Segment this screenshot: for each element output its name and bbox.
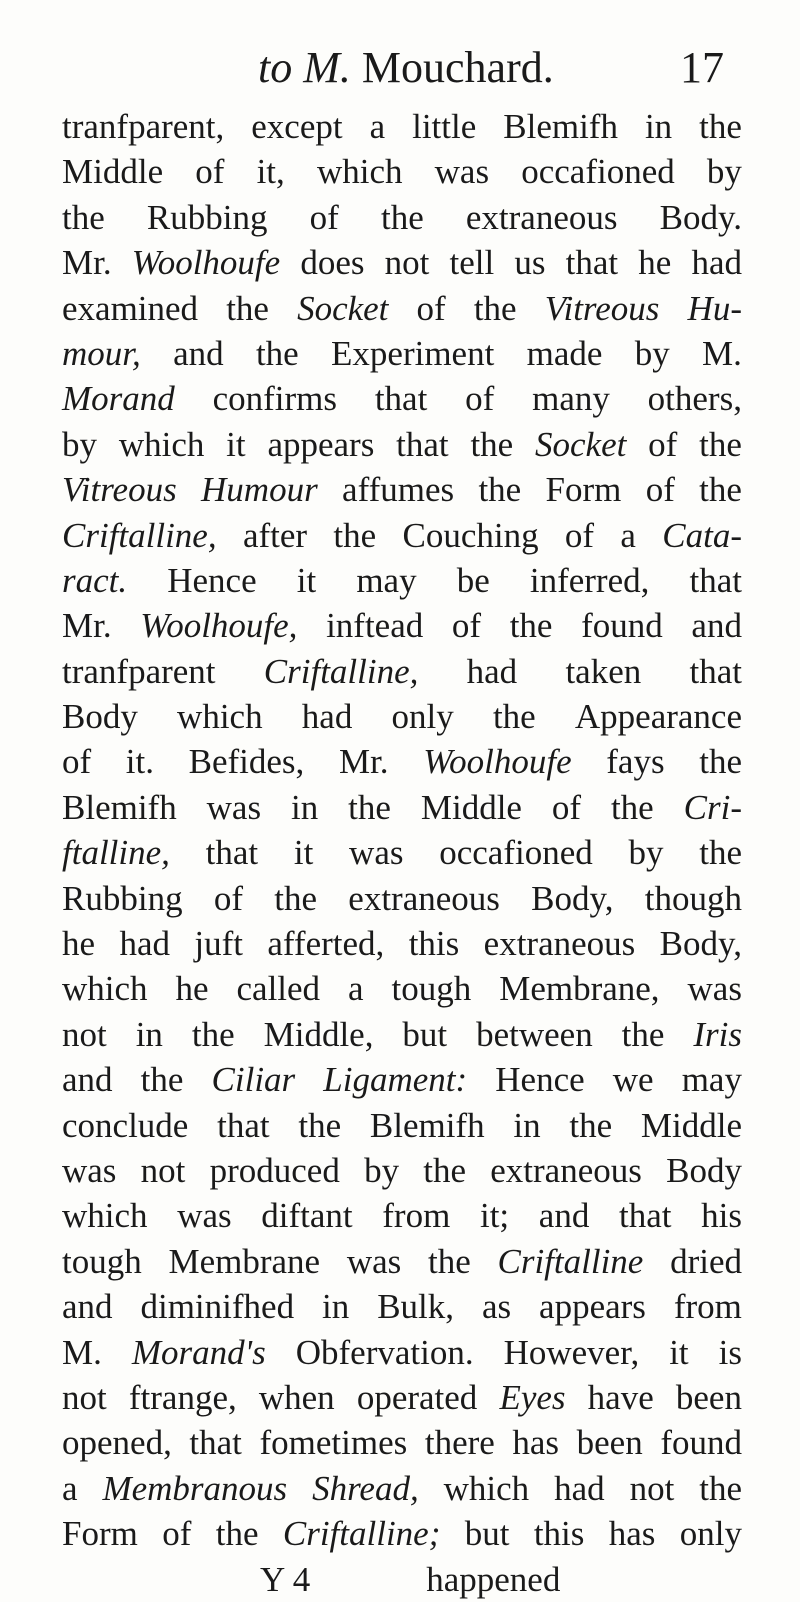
word: tell [449, 243, 495, 283]
word: from [673, 1287, 742, 1327]
word: inferred, [529, 560, 650, 600]
word: the [255, 333, 299, 373]
word: a [348, 969, 364, 1009]
word: was [434, 152, 490, 192]
word: of [551, 787, 582, 827]
word: Couching [402, 515, 539, 555]
running-header [0, 38, 800, 98]
italic-word: Hu- [687, 288, 742, 328]
word: was [687, 969, 742, 1009]
italic-word: Vitreous [62, 470, 177, 510]
word: tranfparent [62, 651, 216, 691]
word: from [382, 1196, 451, 1236]
text-line [62, 331, 742, 376]
word: opened, [62, 1423, 172, 1463]
word: as [481, 1287, 512, 1327]
text-line [62, 649, 742, 694]
word: extraneous [490, 1150, 642, 1190]
word: was [349, 833, 404, 873]
word: confirms [212, 379, 338, 419]
word: extraneous [465, 197, 618, 237]
word: the [569, 1105, 613, 1145]
word: of [416, 288, 446, 328]
word: we [612, 1060, 654, 1100]
text-line [62, 921, 742, 966]
word: been [675, 1377, 742, 1417]
word: it [226, 424, 246, 464]
word: of [309, 197, 339, 237]
word: Blemifh [503, 107, 618, 146]
word: the [699, 833, 742, 873]
text-line [62, 1330, 742, 1375]
text-line [62, 1375, 742, 1420]
word: it [669, 1332, 689, 1372]
running-title-m: M. [303, 43, 351, 92]
word: his [701, 1196, 742, 1236]
italic-word: Eyes [499, 1377, 566, 1417]
text-line [62, 1511, 742, 1556]
text-line [62, 1103, 742, 1148]
word: when [258, 1377, 335, 1417]
word: only [391, 697, 454, 737]
word: Rubbing [62, 878, 183, 918]
running-title-name: Mouchard. [361, 43, 554, 92]
text-line [62, 739, 742, 784]
word: M. [62, 1332, 102, 1372]
word: Membrane, [499, 969, 660, 1009]
italic-word: Shread, [312, 1468, 419, 1508]
word: of [195, 152, 225, 192]
word: that [189, 1423, 242, 1463]
word: only [679, 1514, 742, 1554]
word: the [699, 424, 742, 464]
word: the [298, 1105, 342, 1145]
word: not [384, 243, 430, 283]
word: of [62, 742, 92, 782]
text-line [62, 966, 742, 1011]
italic-word: ract. [62, 560, 128, 600]
text-line [62, 830, 742, 875]
word: not [62, 1377, 107, 1417]
text-line [62, 876, 742, 921]
word: us [514, 243, 546, 283]
text-line [62, 1193, 742, 1238]
word: afferted, [267, 924, 385, 964]
word: ftrange, [128, 1377, 237, 1417]
word: it [296, 560, 317, 600]
word: of [645, 470, 675, 510]
word: in [291, 787, 319, 827]
word: it; [479, 1196, 510, 1236]
word: but [464, 1514, 510, 1554]
word: tough [391, 969, 472, 1009]
word: inftead [326, 606, 424, 646]
word: was [62, 1150, 117, 1190]
word: he [638, 243, 672, 283]
word: by [628, 833, 664, 873]
word: not [62, 1014, 107, 1054]
word: of [564, 515, 595, 555]
word: the [191, 1014, 235, 1054]
word: Bulk, [377, 1287, 455, 1327]
word: the [423, 1150, 467, 1190]
catchword: happened [426, 1559, 561, 1599]
italic-word: Woolhoufe, [140, 606, 298, 646]
italic-word: Criftalline; [282, 1514, 441, 1554]
word: the [621, 1014, 665, 1054]
word: the [699, 742, 742, 782]
word: the [427, 1241, 471, 1281]
word: the [492, 697, 536, 737]
word: Middle, [263, 1014, 374, 1054]
word: Hence [495, 1060, 585, 1100]
italic-word: Criftalline, [263, 651, 419, 691]
footer-line [62, 1557, 742, 1602]
italic-word: Vitreous [544, 288, 660, 328]
word: that [689, 651, 742, 691]
word: produced [209, 1150, 340, 1190]
word: the [215, 1514, 259, 1554]
word: the [470, 424, 514, 464]
word: Middle [420, 787, 522, 827]
text-line [62, 1466, 742, 1511]
text-line [62, 1284, 742, 1329]
word: the [226, 288, 269, 328]
word: operated [356, 1377, 478, 1417]
word: that [217, 1105, 270, 1145]
word: diminifhed [140, 1287, 295, 1327]
word: fays [606, 742, 665, 782]
italic-word: Morand [62, 379, 175, 419]
word: does [300, 243, 365, 283]
word: had [119, 924, 170, 964]
word: has [512, 1423, 560, 1463]
italic-word: Cata- [662, 515, 742, 555]
word: juft [194, 924, 243, 964]
word: had [691, 243, 742, 283]
word: Obfervation. [295, 1332, 474, 1372]
word: in [322, 1287, 350, 1327]
text-line [62, 785, 742, 830]
body-text [62, 104, 742, 1602]
word: the [140, 1060, 184, 1100]
word: the [473, 288, 517, 328]
word: had [554, 1468, 605, 1508]
word: Body [666, 1150, 742, 1190]
signature-mark: Y 4 [260, 1559, 311, 1599]
word: Body, [531, 878, 614, 918]
word: of [451, 606, 482, 646]
word: Body, [659, 924, 742, 964]
word: many [532, 379, 610, 419]
text-line [62, 422, 742, 467]
word: he [175, 969, 209, 1009]
word: after [242, 515, 308, 555]
word: the [699, 470, 742, 510]
word: may [681, 1060, 742, 1100]
text-line [62, 1148, 742, 1193]
word: that [205, 833, 259, 873]
word: appears [539, 1287, 646, 1327]
word: which [62, 969, 148, 1009]
word: found [660, 1423, 742, 1463]
word: tough [62, 1241, 142, 1281]
word: and [62, 1287, 113, 1327]
word: a [369, 107, 386, 146]
word: diftant [261, 1196, 353, 1236]
word: and [62, 1060, 113, 1100]
word: which [443, 1468, 530, 1508]
word: in [644, 107, 673, 146]
word: Mr. [338, 742, 389, 782]
italic-word: Criftalline, [62, 515, 217, 555]
word: conclude [62, 1105, 189, 1145]
word: may [356, 560, 417, 600]
word: this [408, 924, 460, 964]
word: the [348, 787, 391, 827]
italic-word: Socket [535, 424, 627, 464]
italic-word: mour, [62, 333, 141, 373]
word: However, [503, 1332, 640, 1372]
text-line [62, 1420, 742, 1465]
word: of [648, 424, 678, 464]
italic-word: Humour [201, 470, 318, 510]
word: of [465, 379, 495, 419]
word: Experiment [331, 333, 495, 373]
word: by [634, 333, 670, 373]
text-line [62, 286, 742, 331]
word: by [364, 1150, 400, 1190]
word: a [620, 515, 636, 555]
word: of [162, 1514, 192, 1554]
word: the [509, 606, 553, 646]
italic-word: Ciliar [211, 1060, 296, 1100]
word: examined [62, 288, 199, 328]
word: a [62, 1468, 78, 1508]
italic-word: Membranous [102, 1468, 288, 1508]
word: was [206, 787, 262, 827]
word: it, [256, 152, 285, 192]
word: Hence [167, 560, 257, 600]
text-line [62, 1012, 742, 1057]
word: taken [565, 651, 642, 691]
word: but [402, 1014, 448, 1054]
word: not [140, 1150, 186, 1190]
word: has [608, 1514, 656, 1554]
word: that [689, 560, 742, 600]
word: the [62, 197, 105, 237]
italic-word: Iris [693, 1014, 742, 1054]
word: by [706, 152, 742, 192]
word: occafioned [521, 152, 675, 192]
text-line [62, 603, 742, 648]
word: that [374, 379, 428, 419]
word: Rubbing [146, 197, 268, 237]
word: extraneous [348, 878, 500, 918]
word: affumes [342, 470, 455, 510]
italic-word: Cri- [683, 787, 742, 827]
word: Befides, [188, 742, 305, 782]
word: occafioned [439, 833, 593, 873]
italic-word: Morand's [131, 1332, 266, 1372]
italic-word: Socket [297, 288, 389, 328]
word: made [526, 333, 603, 373]
word: except [251, 107, 343, 146]
word: which [118, 424, 205, 464]
word: of [213, 878, 243, 918]
word: Mr. [62, 606, 112, 646]
text-line [62, 376, 742, 421]
word: not [629, 1468, 675, 1508]
text-line [62, 149, 742, 194]
word: extraneous [483, 924, 636, 964]
word: Appearance [574, 697, 742, 737]
italic-word: Ligament: [323, 1060, 468, 1100]
word: Blemifh [62, 787, 177, 827]
word: Membrane [168, 1241, 321, 1281]
text-line [62, 558, 742, 603]
running-title-to: to [258, 43, 293, 92]
word: by [62, 424, 97, 464]
word: in [135, 1014, 163, 1054]
word: little [412, 107, 477, 146]
word: the [610, 787, 654, 827]
word: which [316, 152, 403, 192]
word: Form [545, 470, 622, 510]
word: and [691, 606, 742, 646]
word: the [699, 107, 742, 146]
word: there [424, 1423, 495, 1463]
word: Body [62, 697, 138, 737]
word: between [476, 1014, 593, 1054]
running-title [258, 38, 554, 98]
text-line [62, 694, 742, 739]
word: that [565, 243, 619, 283]
word: M. [702, 333, 742, 373]
word: Form [62, 1514, 138, 1554]
word: called [236, 969, 321, 1009]
italic-word: Woolhoufe [131, 243, 281, 283]
word: Middle [640, 1105, 742, 1145]
word: found [581, 606, 663, 646]
text-line [62, 195, 742, 240]
word: had [466, 651, 518, 691]
italic-word: Criftalline [497, 1241, 644, 1281]
word: is [718, 1332, 742, 1372]
italic-word: ftalline, [62, 833, 170, 873]
word: fometimes [259, 1423, 408, 1463]
text-line [62, 1239, 742, 1284]
word: appears [267, 424, 375, 464]
text-line [62, 1057, 742, 1102]
word: the [478, 470, 522, 510]
word: been [576, 1423, 643, 1463]
word: dried [670, 1241, 742, 1281]
page-number: 17 [680, 43, 724, 92]
word: he [62, 924, 96, 964]
word: have [587, 1377, 654, 1417]
word: though [644, 878, 742, 918]
word: the [333, 515, 377, 555]
word: it. [125, 742, 154, 782]
word: in [513, 1105, 541, 1145]
text-line [62, 240, 742, 285]
italic-word: Woolhoufe [423, 742, 572, 782]
word: was [346, 1241, 402, 1281]
word: and [538, 1196, 590, 1236]
word: Body. [659, 197, 742, 237]
word: the [699, 1468, 742, 1508]
text-line [62, 513, 742, 558]
word: had [301, 697, 353, 737]
word: it [293, 833, 314, 873]
word: which [62, 1196, 148, 1236]
word: and [173, 333, 224, 373]
word: this [533, 1514, 585, 1554]
word: that [396, 424, 449, 464]
word: which [177, 697, 263, 737]
word: the [274, 878, 318, 918]
word: others, [647, 379, 742, 419]
text-line [62, 104, 742, 149]
word: Blemifh [369, 1105, 485, 1145]
text-line [62, 467, 742, 512]
word: Middle [62, 152, 164, 192]
word: Mr. [62, 243, 112, 283]
word: tranfparent, [62, 107, 225, 146]
word: the [380, 197, 424, 237]
word: was [177, 1196, 232, 1236]
word: that [618, 1196, 672, 1236]
word: be [456, 560, 490, 600]
